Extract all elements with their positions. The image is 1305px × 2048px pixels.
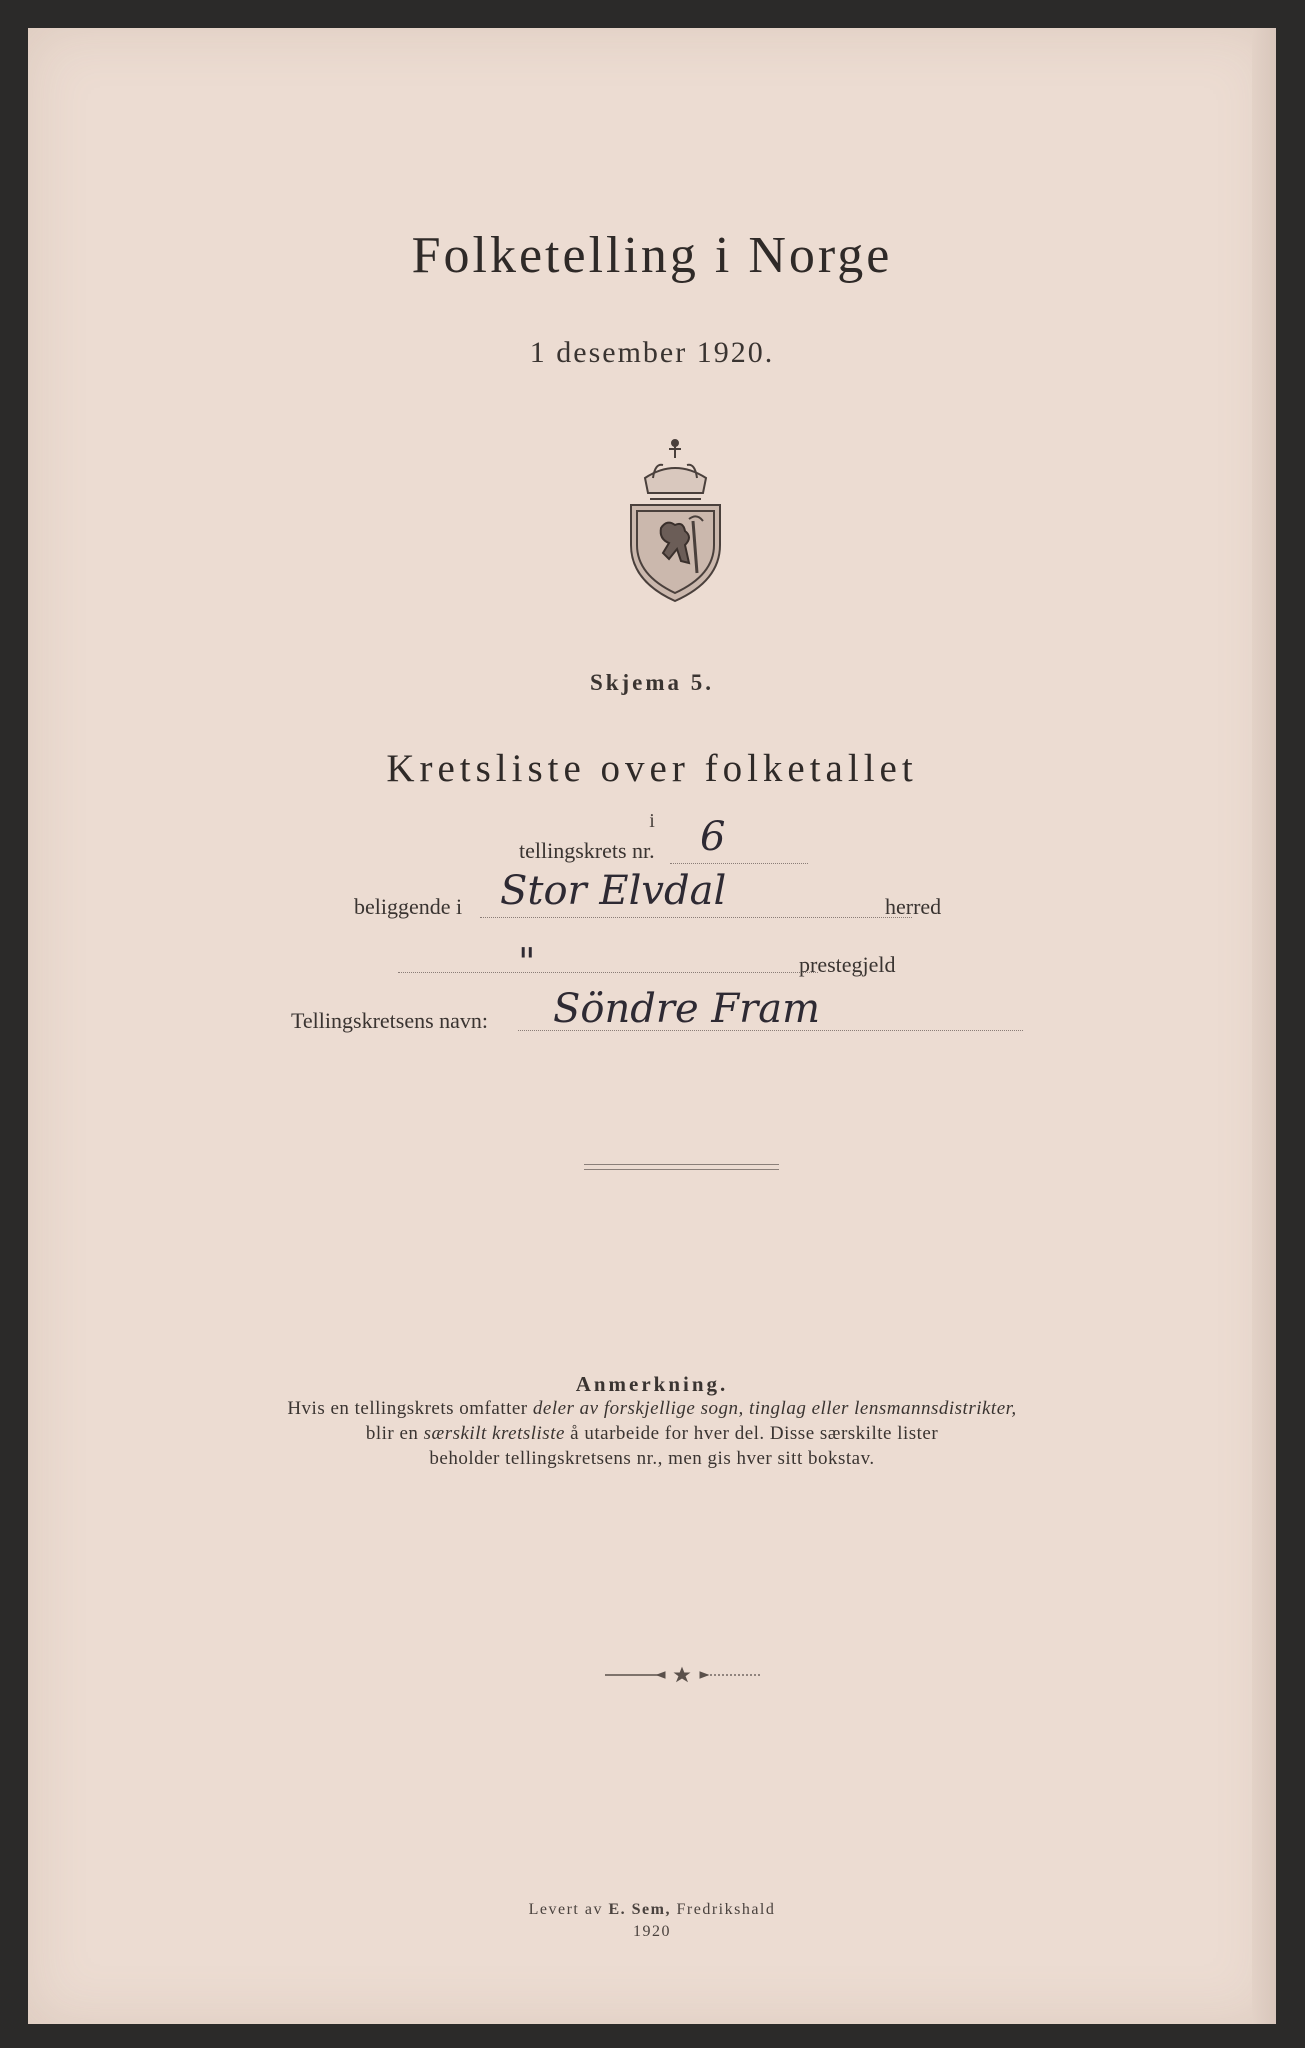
printer-place: Fredrikshald [670, 1901, 776, 1918]
note-heading: Anmerkning. [575, 1372, 729, 1396]
connector-i: i [649, 810, 655, 832]
tellingskrets-label: tellingskrets nr. [519, 838, 655, 863]
note-line-2-italic: særskilt kretsliste [423, 1423, 565, 1444]
note-line-2-text-c: å utarbeide for hver del. Disse særskilte lister [564, 1423, 939, 1444]
document-title: Folketelling i Norge [411, 227, 893, 284]
page-edge [1252, 28, 1276, 2024]
form-heading: Kretsliste over folketallet [386, 747, 918, 790]
beliggende-label: beliggende i [354, 894, 463, 919]
schema-number: Skjema 5. [589, 670, 715, 695]
census-date: 1 desember 1920. [529, 336, 775, 369]
prestegjeld-label: prestegjeld [799, 952, 896, 977]
double-rule-divider [584, 1164, 779, 1170]
note-line-1 [28, 1398, 1276, 1420]
prestegjeld-value: " [518, 940, 536, 984]
kretsnavn-label: Tellingskretsens navn: [291, 1008, 489, 1033]
census-form-page [28, 28, 1276, 2024]
note-line-1-italic: deler av forskjellige sogn, tinglag eller lensmannsdistrikter, [532, 1398, 1017, 1419]
printer-prefix: Levert av [528, 1901, 609, 1918]
norwegian-coat-of-arms-icon [623, 433, 728, 603]
printer-year: 1920 [633, 1923, 671, 1940]
star-divider-icon [605, 1664, 760, 1686]
tellingskrets-value: 6 [700, 814, 726, 860]
beliggende-value: Stor Elvdal [500, 868, 727, 914]
note-line-2-text-a: blir en [365, 1423, 424, 1444]
note-line-2 [28, 1423, 1276, 1445]
herred-label: herred [885, 894, 942, 919]
prestegjeld-line [398, 972, 818, 973]
printer-name: E. Sem, [608, 1901, 671, 1918]
note-line-1-text: Hvis en tellingskrets omfatter [287, 1398, 533, 1419]
printer-credit [28, 1901, 1276, 1919]
tellingskrets-line [670, 863, 808, 864]
kretsnavn-value: Söndre Fram [553, 986, 821, 1032]
note-line-3: beholder tellingskretsens nr., men gis hver sitt bokstav. [429, 1448, 875, 1469]
beliggende-line [480, 917, 912, 918]
